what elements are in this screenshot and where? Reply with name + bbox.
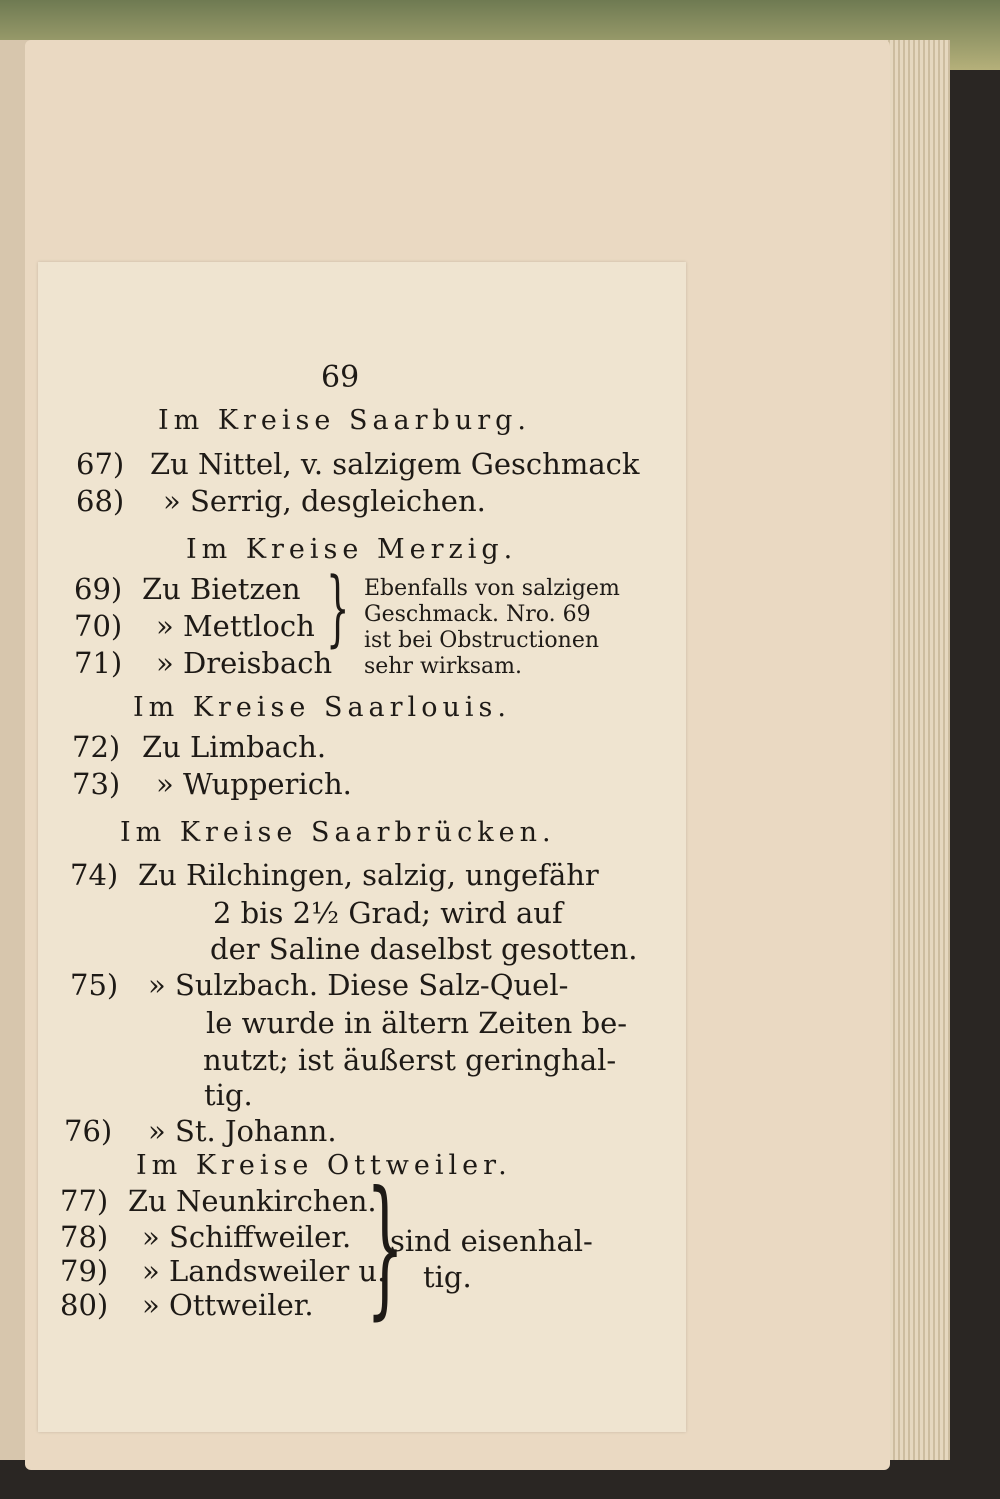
pasted-page-slip [38,262,686,1432]
entry-number: 76) [64,1114,113,1148]
note-line: tig. [423,1260,472,1294]
entry-number: 79) [60,1254,109,1288]
note-line: sehr wirksam. [364,654,522,679]
entry-number: 72) [72,730,121,764]
entry-text: » Serrig, desgleichen. [163,484,486,518]
entry-text: Zu Rilchingen, salzig, ungefähr [138,858,599,892]
entry-number: 69) [74,572,123,606]
page-number: 69 [321,360,360,395]
entry-text: » Landsweiler u. [142,1254,387,1288]
entry-text: 2 bis 2½ Grad; wird auf [213,896,563,930]
entry-text: » Dreisbach [156,646,333,680]
note-line: sind eisenhal- [390,1224,593,1258]
note-line: Geschmack. Nro. 69 [364,602,591,627]
entry-text: der Saline daselbst gesotten. [210,932,638,966]
entry-text: » Wupperich. [156,767,352,801]
entry-text: » Mettloch [156,609,315,643]
entry-number: 71) [74,646,123,680]
section-heading-saarburg: Im Kreise Saarburg. [158,405,532,436]
entry-text: Zu Nittel, v. salzigem Geschmack [150,447,640,481]
entry-number: 78) [60,1220,109,1254]
brace: } [366,1160,405,1334]
entry-text: Zu Neunkirchen. [128,1184,377,1218]
section-heading-ottweiler: Im Kreise Ottweiler. [136,1150,512,1181]
section-heading-saarbruecken: Im Kreise Saarbrücken. [120,817,556,848]
entry-number: 74) [70,858,119,892]
entry-number: 68) [76,484,125,518]
entry-text: » Schiffweiler. [142,1220,352,1254]
entry-text: » Ottweiler. [142,1288,314,1322]
entry-text: » Sulzbach. Diese Salz-Quel- [148,968,569,1002]
entry-text: le wurde in ältern Zeiten be- [206,1006,628,1040]
entry-number: 70) [74,609,123,643]
entry-text: tig. [204,1078,253,1112]
brace: } [326,561,350,656]
entry-number: 73) [72,767,121,801]
section-heading-saarlouis: Im Kreise Saarlouis. [133,692,511,723]
entry-text: nutzt; ist äußerst geringhal- [203,1043,617,1077]
section-heading-merzig: Im Kreise Merzig. [186,534,518,565]
entry-number: 77) [60,1184,109,1218]
entry-text: Zu Limbach. [142,730,327,764]
entry-number: 67) [76,447,125,481]
entry-number: 80) [60,1288,109,1322]
entry-text: Zu Bietzen [142,572,301,606]
entry-text: » St. Johann. [148,1114,337,1148]
note-line: ist bei Obstructionen [364,628,600,653]
entry-number: 75) [70,968,119,1002]
note-line: Ebenfalls von salzigem [364,576,620,601]
